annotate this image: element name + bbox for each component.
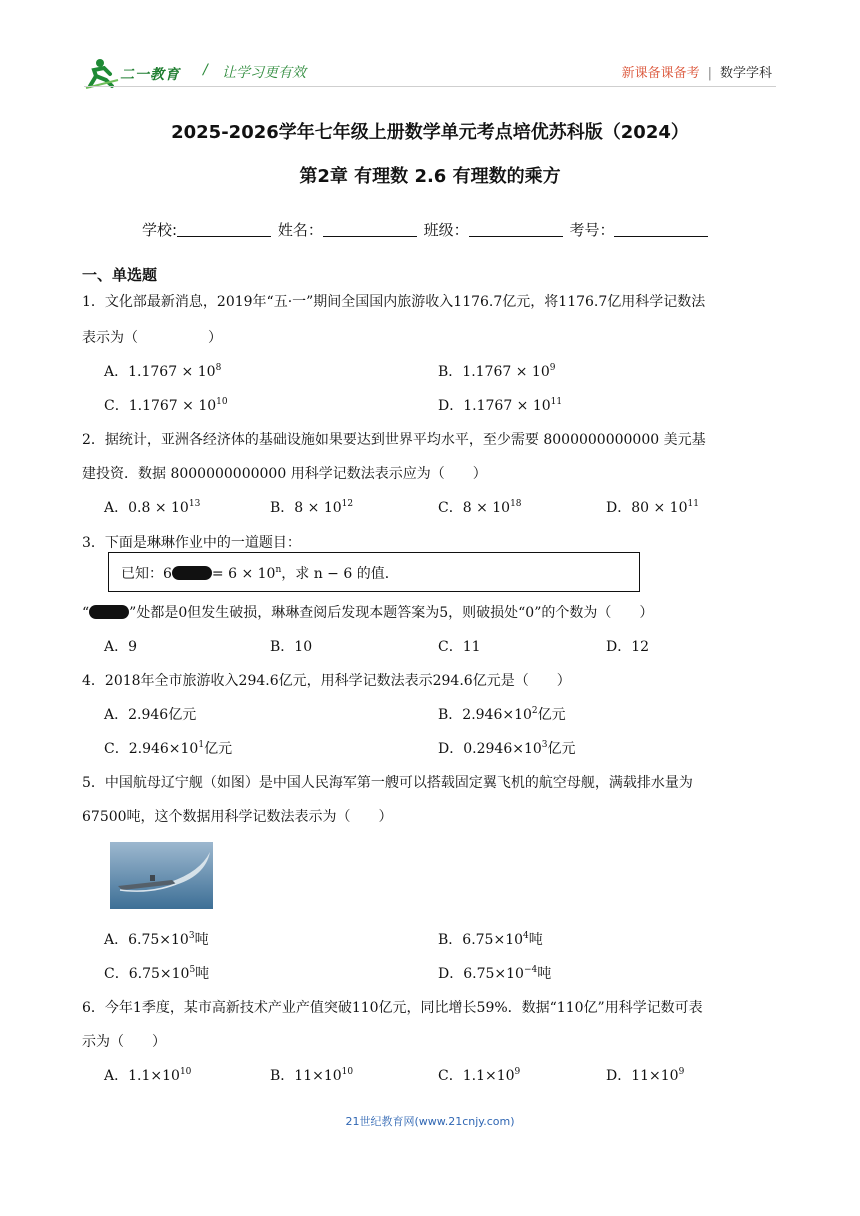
name-label: 姓名：: [277, 221, 323, 239]
q1-option-b[interactable]: B．$1.1767 \times 10^9$: [438, 363, 556, 380]
q1-option-d[interactable]: D．$1.1767 \times 10^{11}$: [438, 397, 563, 414]
q5-text-line-1: 5．中国航母辽宁舰（如图）是中国人民海军第一艘可以搭载固定翼飞机的航空母舰，满载排水量为: [82, 775, 693, 791]
exam-no-blank[interactable]: [614, 222, 708, 237]
footer-link[interactable]: 21世纪教育网(www.21cnjy.com): [345, 1115, 515, 1128]
header-separator: |: [707, 66, 712, 81]
q5-option-c[interactable]: C．$6.75\times 10^5$吨: [104, 965, 210, 982]
q5-option-a[interactable]: A．$6.75\times 10^3$吨: [104, 931, 209, 948]
q5-option-d[interactable]: D．$6.75\times 10^{-4}$吨: [438, 965, 552, 982]
aircraft-carrier-photo: [110, 842, 213, 909]
q3-problem-box: [108, 552, 640, 592]
damaged-blot-icon: [172, 566, 212, 580]
q1-option-c[interactable]: C．$1.1767 \times 10^{10}$: [104, 397, 228, 414]
header-tag-1: 新课备课备考: [621, 66, 700, 81]
header-slogan: 让学习更有效: [222, 65, 306, 81]
school-blank[interactable]: [177, 222, 271, 237]
q1-text-line-2: 表示为（ ）: [82, 330, 222, 346]
q4-text-line-1: 4．2018年全市旅游收入294.6亿元，用科学记数法表示294.6亿元是（ ）: [82, 673, 571, 689]
q2-text-line-1: 2．据统计，亚洲各经济体的基础设施如果要达到世界平均水平，至少需要 8000000000000 美元基: [82, 432, 706, 448]
q2-option-b[interactable]: B．$8 \times 10^{12}$: [270, 499, 354, 516]
q5-option-b[interactable]: B．$6.75\times 10^4$吨: [438, 931, 543, 948]
q1-option-a[interactable]: A．$1.1767 \times 10^8$: [104, 363, 222, 380]
document-subtitle: 第2章 有理数 2.6 有理数的乘方: [299, 166, 561, 187]
q6-text-line-2: 示为（ ）: [82, 1034, 166, 1050]
header-right: [622, 62, 772, 81]
header-divider: [84, 86, 776, 87]
exam-no-label: 考号：: [569, 221, 615, 239]
q4-option-a[interactable]: A．2.946亿元: [104, 707, 197, 723]
damaged-blot-icon: [89, 605, 129, 619]
q2-option-d[interactable]: D．$80 \times 10^{11}$: [606, 499, 699, 516]
q1-text-line-1: 1．文化部最新消息，2019年“五·一”期间全国国内旅游收入1176.7亿元，将1176.7亿用科学记数法: [82, 294, 706, 310]
student-info-row: [142, 219, 710, 240]
school-label: 学校:: [142, 221, 178, 239]
q3-option-c[interactable]: C．11: [438, 639, 481, 655]
q2-option-a[interactable]: A．$0.8 \times 10^{13}$: [104, 499, 201, 516]
class-blank[interactable]: [469, 222, 563, 237]
header-tag-2: 数学学科: [719, 66, 772, 81]
q3-box-text: 已知：$6 = 6 \times 10^n$，求 n − 6 的值．: [121, 565, 399, 582]
q3-option-b[interactable]: B．10: [270, 639, 313, 655]
q3-text-line-1: 3．下面是琳琳作业中的一道题目：: [82, 535, 301, 551]
q6-option-a[interactable]: A．$1.1\times 10^{10}$: [104, 1067, 192, 1084]
q6-text-line-1: 6．今年1季度，某市高新技术产业产值突破110亿元，同比增长59%．数据“110亿”用科学记数可表: [82, 1000, 703, 1016]
q4-option-c[interactable]: C．$2.946\times 10^1$亿元: [104, 740, 233, 757]
q3-option-a[interactable]: A．9: [104, 639, 138, 655]
q3-option-d[interactable]: D．12: [606, 639, 650, 655]
q6-option-c[interactable]: C．$1.1\times 10^9$: [438, 1067, 521, 1084]
q4-option-d[interactable]: D．$0.2946\times 10^3$亿元: [438, 740, 576, 757]
q3-text-line-2: “ ”处都是0但发生破损，琳琳查阅后发现本题答案为5，则破损处“0”的个数为（ ）: [82, 605, 654, 621]
q4-option-b[interactable]: B．$2.946\times 10^2$亿元: [438, 706, 566, 723]
class-label: 班级：: [423, 221, 469, 239]
q6-option-b[interactable]: B．$11\times 10^{10}$: [270, 1067, 354, 1084]
header-slash: /: [203, 62, 208, 78]
logo-text: 二一教育: [120, 67, 180, 83]
q2-option-c[interactable]: C．$8 \times 10^{18}$: [438, 499, 522, 516]
document-title: 2025-2026学年七年级上册数学单元考点培优苏科版（2024）: [171, 122, 689, 143]
q6-option-d[interactable]: D．$11\times 10^9$: [606, 1067, 685, 1084]
q5-text-line-2: 67500吨，这个数据用科学记数法表示为（ ）: [82, 809, 393, 825]
name-blank[interactable]: [323, 222, 417, 237]
section-heading: 一、单选题: [82, 266, 158, 284]
q2-text-line-2: 建投资．数据 8000000000000 用科学记数法表示应为（ ）: [82, 466, 487, 482]
